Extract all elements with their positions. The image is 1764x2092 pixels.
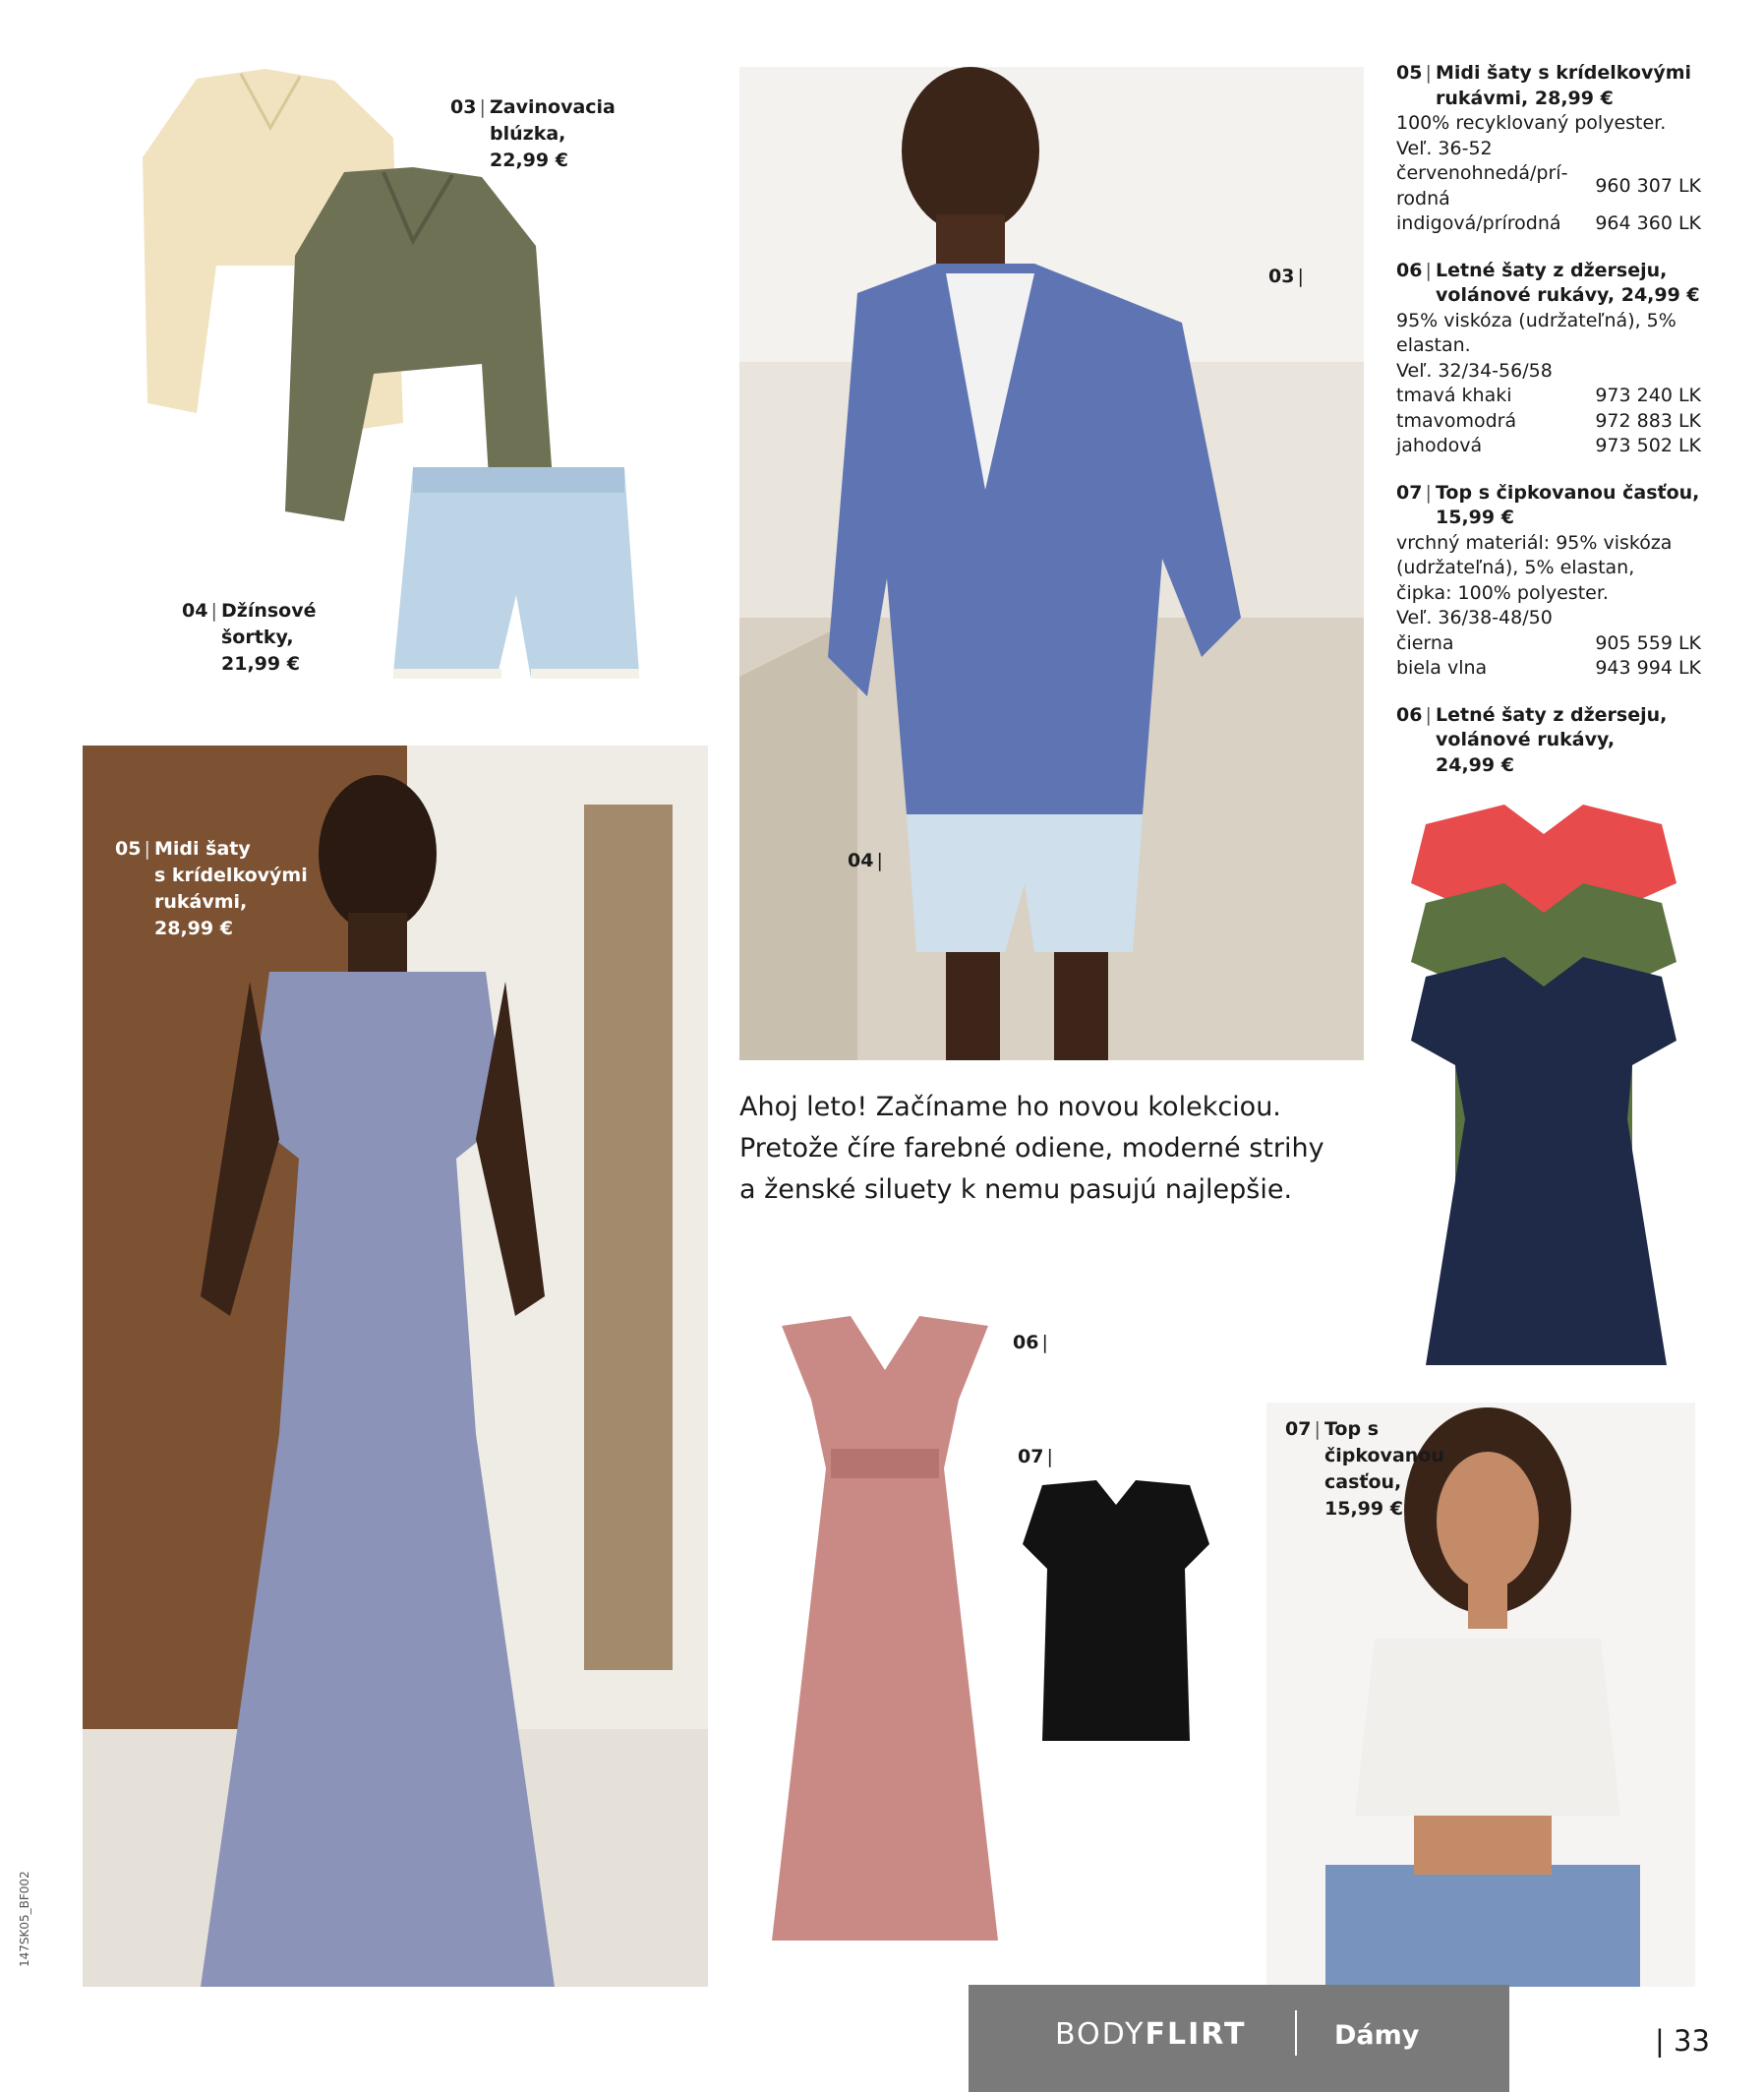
footer-divider: [1295, 2010, 1297, 2056]
variant-row: [1396, 211, 1701, 237]
product-block-06: [1396, 259, 1701, 459]
label-text: Top s čipkovanou casťou, 15,99 €: [1324, 1418, 1444, 1520]
variant-color: červenohnedá/prí- rodná: [1396, 162, 1568, 209]
product-desc-line: 100% recyklovaný polyester.: [1396, 112, 1667, 134]
variant-row: [1396, 161, 1701, 211]
product-desc-line: elastan.: [1396, 334, 1471, 356]
model-blue-shirt-photo: [739, 67, 1364, 1060]
product-heading: [1396, 703, 1701, 779]
tag-04: 04 |: [848, 850, 883, 871]
intro-text: Ahoj leto! Začíname ho novou kolekciou. Pretože číre farebné odiene, moderné strihy a ženské siluety k nemu pasujú najlepšie.: [739, 1092, 1324, 1205]
variant-row: [1396, 409, 1701, 435]
product-number: 05 |: [1396, 61, 1432, 87]
product-desc-line: vrchný materiál: 95% viskóza: [1396, 531, 1673, 554]
product-desc-line: (udržateľná), 5% elastan,: [1396, 557, 1635, 578]
midi-dress-label: [115, 836, 341, 942]
product-desc-line: Veľ. 36/38-48/50: [1396, 607, 1553, 628]
section-title: Dámy: [1334, 2020, 1420, 2051]
variant-row: [1396, 631, 1701, 657]
label-number: 04 |: [182, 598, 217, 625]
label-text: Zavinovacia blúzka, 22,99 €: [490, 96, 616, 171]
variant-code: 905 559 LK: [1595, 631, 1701, 654]
product-title: Letné šaty z džerseju, volánové rukávy, 24,99 €: [1436, 703, 1668, 776]
label-text: Midi šaty s krídelkovými rukávmi, 28,99 €: [154, 838, 308, 939]
product-desc-line: Veľ. 32/34-56/58: [1396, 359, 1553, 382]
product-heading: [1396, 61, 1701, 111]
product-desc-line: čipka: 100% polyester.: [1396, 581, 1609, 604]
variant-row: [1396, 384, 1701, 409]
brand-logo: [1055, 2017, 1246, 2052]
product-title: Letné šaty z džerseju, volánové rukávy, 24,99 €: [1436, 259, 1700, 306]
variant-code: 943 994 LK: [1595, 657, 1701, 679]
product-heading: [1396, 481, 1701, 531]
variant-color: indigová/prírodná: [1396, 212, 1561, 234]
product-desc-line: Veľ. 36-52: [1396, 137, 1493, 159]
brand-light: BODY: [1055, 2017, 1146, 2052]
variant-color: tmavá khaki: [1396, 385, 1512, 406]
white-top-label: [1285, 1416, 1462, 1523]
product-block-07: [1396, 481, 1701, 682]
variant-row: [1396, 434, 1701, 459]
product-block-05: [1396, 61, 1701, 237]
variant-code: 972 883 LK: [1595, 409, 1701, 432]
tag-03: 03 |: [1268, 266, 1304, 287]
product-info-column: [1396, 61, 1701, 800]
variant-code: 973 240 LK: [1595, 385, 1701, 406]
brand-bold: FLIRT: [1145, 2017, 1247, 2052]
product-number: 06 |: [1396, 703, 1432, 729]
page-number: | 33: [1655, 2024, 1710, 2058]
variant-code: 960 307 LK: [1595, 174, 1701, 197]
shorts-label: [182, 598, 379, 678]
product-desc-line: 95% viskóza (udržateľná), 5%: [1396, 309, 1676, 331]
variant-color: jahodová: [1396, 435, 1483, 456]
product-title: Top s čipkovanou časťou, 15,99 €: [1436, 481, 1700, 528]
catalog-code: 147SK05_BF002: [18, 1871, 31, 1967]
variant-color: biela vlna: [1396, 657, 1488, 679]
black-lace-top-image: [1018, 1475, 1214, 1751]
variant-code: 973 502 LK: [1595, 435, 1701, 456]
product-number: 06 |: [1396, 259, 1432, 284]
variant-code: 964 360 LK: [1595, 212, 1701, 234]
label-number: 07 |: [1285, 1416, 1321, 1443]
variant-color: tmavomodrá: [1396, 409, 1517, 432]
product-title: Midi šaty s krídelkovými rukávmi, 28,99 €: [1436, 62, 1692, 109]
product-number: 07 |: [1396, 481, 1432, 507]
blouse-label: [450, 94, 647, 174]
tag-07: 07 |: [1018, 1446, 1053, 1467]
variant-color: čierna: [1396, 631, 1454, 654]
red-midi-dress-image: [762, 1311, 1008, 1950]
product-block-06-colours: [1396, 703, 1701, 779]
jersey-dress-colours-image: [1406, 795, 1681, 1385]
denim-shorts-image: [383, 457, 649, 693]
footer-brand-bar: [969, 1985, 1509, 2092]
tag-06: 06 |: [1013, 1332, 1048, 1353]
product-heading: [1396, 259, 1701, 309]
label-number: 03 |: [450, 94, 486, 121]
label-number: 05 |: [115, 836, 150, 863]
label-text: Džínsové šortky, 21,99 €: [221, 600, 317, 675]
variant-row: [1396, 656, 1701, 682]
